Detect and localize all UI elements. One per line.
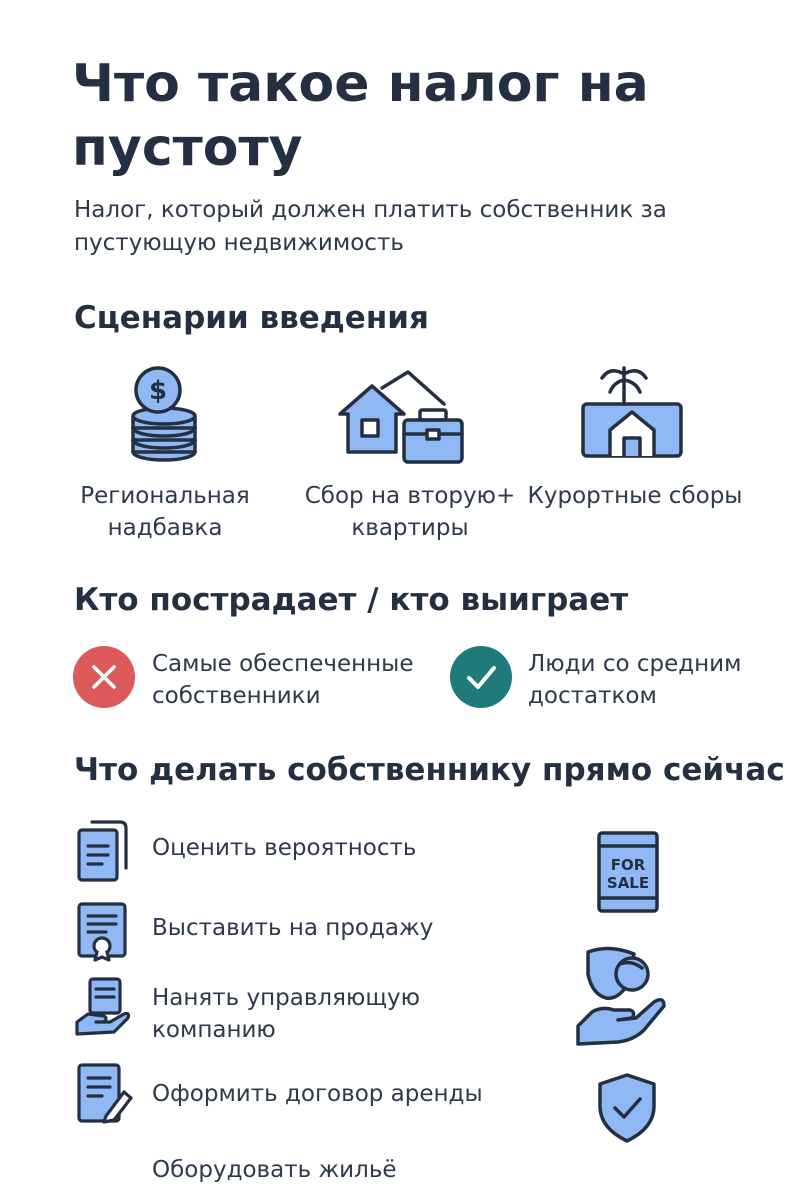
certificate-icon bbox=[76, 902, 130, 962]
hand-people-icon bbox=[574, 944, 670, 1050]
house-briefcase-icon bbox=[336, 368, 468, 464]
action-item-equip: Оборудовать жильё bbox=[152, 1157, 397, 1183]
loses-label: Самые обеспеченные собственники bbox=[152, 651, 414, 709]
for-sale-text-2: SALE bbox=[606, 874, 650, 892]
documents-icon bbox=[76, 820, 130, 882]
wins-label: Люди со средним достатком bbox=[528, 651, 742, 709]
loses-badge bbox=[73, 646, 135, 708]
page-subtitle: Налог, который должен платить собственник за пустующую недвижимость bbox=[74, 197, 667, 256]
cross-icon bbox=[73, 646, 135, 708]
page-title: Что такое налог на пустоту bbox=[72, 54, 649, 178]
check-icon bbox=[450, 646, 512, 708]
wins-badge bbox=[450, 646, 512, 708]
for-sale-text-1: FOR bbox=[610, 856, 646, 874]
hand-document-icon bbox=[74, 976, 132, 1038]
coins-stack-icon bbox=[128, 366, 200, 462]
action-item-assess: Оценить вероятность bbox=[152, 835, 417, 861]
action-item-sell: Выставить на продажу bbox=[152, 915, 434, 941]
impact-heading: Кто пострадает / кто выиграет bbox=[74, 582, 629, 618]
svg-text:$: $ bbox=[148, 376, 168, 406]
actions-heading: Что делать собственнику прямо сейчас bbox=[74, 752, 785, 788]
shield-check-icon bbox=[596, 1072, 658, 1144]
action-item-management: Нанять управляющую компанию bbox=[152, 985, 420, 1043]
scenario-label-regional: Региональная надбавка bbox=[80, 483, 250, 541]
action-item-lease: Оформить договор аренды bbox=[152, 1081, 483, 1107]
resort-house-icon bbox=[580, 364, 684, 460]
scenario-label-second-apartment: Сбор на вторую+ квартиры bbox=[304, 483, 516, 541]
scenarios-heading: Сценарии введения bbox=[74, 300, 429, 336]
contract-pen-icon bbox=[76, 1062, 134, 1126]
scenario-label-resort: Курортные сборы bbox=[527, 483, 743, 509]
for-sale-sign-icon bbox=[596, 830, 660, 914]
